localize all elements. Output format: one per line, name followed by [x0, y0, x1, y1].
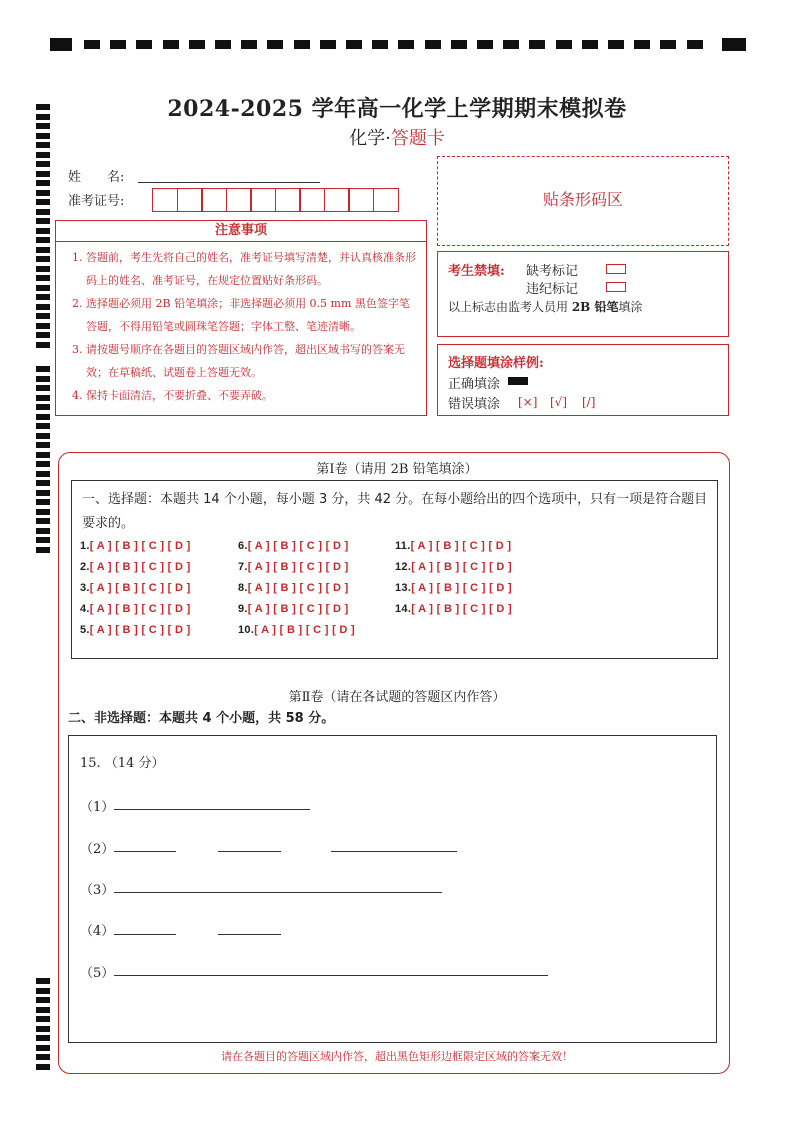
absent-mark-box[interactable]: [606, 264, 626, 274]
sample-title: 选择题填涂样例:: [448, 356, 544, 371]
mcq-options[interactable]: [ A ] [ B ] [ C ] [ D ]: [411, 561, 512, 573]
timing-mark: [36, 332, 50, 338]
timing-mark: [608, 40, 624, 49]
timing-mark: [36, 414, 50, 420]
timing-mark: [36, 304, 50, 310]
id-digit-box[interactable]: [299, 188, 325, 212]
timing-mark: [36, 537, 50, 543]
timing-mark: [36, 323, 50, 329]
timing-mark: [36, 342, 50, 348]
timing-mark: [36, 161, 50, 167]
timing-mark: [36, 152, 50, 158]
timing-mark: [36, 190, 50, 196]
mcq-number: 9.: [238, 603, 248, 615]
timing-mark: [36, 385, 50, 391]
q15-sub5-label: （5）: [80, 966, 115, 981]
timing-mark: [36, 997, 50, 1003]
q15-sub1-label: （1）: [80, 800, 115, 815]
id-digit-box[interactable]: [226, 188, 252, 212]
q15-sub4-blank-1[interactable]: [114, 934, 176, 935]
name-field[interactable]: [138, 182, 320, 183]
violation-mark-box[interactable]: [606, 282, 626, 292]
mcq-number: 6.: [238, 540, 248, 552]
mcq-question-6[interactable]: [238, 540, 349, 552]
absent-label: 缺考标记: [526, 264, 579, 279]
timing-mark: [36, 442, 50, 448]
mcq-options[interactable]: [ A ] [ B ] [ C ] [ D ]: [89, 561, 191, 573]
mcq-number: 3.: [80, 582, 90, 594]
part2-title: 第Ⅱ卷（请在各试题的答题区内作答）: [288, 690, 506, 705]
id-digit-box[interactable]: [201, 188, 227, 212]
mcq-question-8[interactable]: [238, 582, 349, 594]
timing-mark: [163, 40, 179, 49]
q15-sub3-blank[interactable]: [114, 892, 442, 893]
sample-wrong-label: 错误填涂: [448, 397, 501, 412]
mcq-question-3[interactable]: [80, 582, 191, 594]
mcq-options[interactable]: [ A ] [ B ] [ C ] [ D ]: [89, 582, 191, 594]
id-digit-box[interactable]: [152, 188, 178, 212]
timing-mark: [451, 40, 467, 49]
forbidden-note-prefix: 以上标志由监考人员用: [448, 300, 572, 314]
mcq-options[interactable]: [ A ] [ B ] [ C ] [ D ]: [247, 540, 349, 552]
timing-mark: [503, 40, 519, 49]
notice-item-1: 1. 答题前，考生先将自己的姓名，准考证号填写清楚，并认真核准条形码上的姓名、准考证号，在规定位置贴好条形码。: [72, 251, 416, 287]
timing-mark: [36, 1026, 50, 1032]
timing-mark: [634, 40, 650, 49]
q15-sub1-blank[interactable]: [114, 809, 310, 810]
timing-mark: [36, 509, 50, 515]
timing-mark: [36, 1035, 50, 1041]
notice-item-4: 4. 保持卡面清洁，不要折叠、不要弄破。: [72, 389, 273, 402]
forbidden-note-suffix: 填涂: [618, 300, 643, 314]
q15-sub4-blank-2[interactable]: [218, 934, 281, 935]
timing-mark: [84, 40, 100, 49]
timing-mark: [36, 171, 50, 177]
notice-item-3: 3. 请按题号顺序在各题目的答题区域内作答，超出区域书写的答案无效；在草稿纸、试题卷上答题无效。: [72, 343, 405, 379]
timing-mark: [36, 266, 50, 272]
id-digit-box[interactable]: [348, 188, 374, 212]
mcq-question-10[interactable]: [238, 624, 355, 636]
top-timing-marks: [50, 38, 746, 50]
timing-mark: [50, 38, 72, 51]
mcq-number: 14.: [395, 603, 412, 615]
timing-mark: [36, 423, 50, 429]
timing-mark: [36, 294, 50, 300]
q15-sub2-blank-1[interactable]: [114, 851, 176, 852]
timing-mark: [36, 285, 50, 291]
mcq-options[interactable]: [ A ] [ B ] [ C ] [ D ]: [254, 624, 355, 636]
timing-mark: [36, 237, 50, 243]
part2-instruction: 二、非选择题：本题共 4 个小题，共 58 分。: [68, 711, 335, 726]
timing-mark: [136, 40, 152, 49]
timing-mark: [477, 40, 493, 49]
part1-instruction: 一、选择题：本题共 14 个小题，每小题 3 分，共 42 分。在每小题给出的四个选项中，只有一项是符合题目要求的。: [82, 492, 708, 531]
forbidden-note: [448, 298, 643, 315]
mcq-number: 5.: [80, 624, 90, 636]
name-label: 姓 名:: [68, 170, 125, 185]
forbidden-title: 考生禁填:: [448, 264, 505, 279]
mcq-question-14[interactable]: [395, 603, 512, 615]
q15-sub4-label: （4）: [80, 924, 115, 939]
mcq-number: 2.: [80, 561, 90, 573]
mcq-options[interactable]: [ A ] [ B ] [ C ] [ D ]: [411, 582, 512, 594]
timing-mark: [36, 528, 50, 534]
timing-mark: [36, 1064, 50, 1070]
violation-label: 违纪标记: [526, 282, 579, 297]
mcq-question-4[interactable]: [80, 603, 191, 615]
timing-mark: [660, 40, 676, 49]
wrong-mark-3: [/]: [582, 395, 596, 409]
mcq-number: 1.: [80, 540, 90, 552]
mcq-question-12[interactable]: [395, 561, 512, 573]
timing-mark: [110, 40, 126, 49]
subtitle-answer-card: 答题卡: [390, 128, 445, 149]
timing-mark: [36, 366, 50, 372]
wrong-mark-2: [√]: [550, 395, 568, 409]
mcq-options[interactable]: [ A ] [ B ] [ C ] [ D ]: [411, 603, 512, 615]
mcq-options[interactable]: [ A ] [ B ] [ C ] [ D ]: [247, 561, 349, 573]
timing-mark: [36, 1016, 50, 1022]
mcq-number: 8.: [238, 582, 248, 594]
timing-mark: [36, 256, 50, 262]
mcq-number: 7.: [238, 561, 248, 573]
correct-fill-sample: [508, 377, 528, 385]
page-subtitle: [0, 124, 794, 150]
timing-mark: [36, 218, 50, 224]
timing-mark: [36, 395, 50, 401]
timing-mark: [36, 433, 50, 439]
timing-mark: [36, 376, 50, 382]
mcq-question-7[interactable]: [238, 561, 349, 573]
timing-mark: [36, 1007, 50, 1013]
mcq-question-13[interactable]: [395, 582, 512, 594]
footer-warning: 请在各题目的答题区域内作答，超出黑色矩形边框限定区域的答案无效！: [221, 1050, 573, 1063]
timing-mark: [425, 40, 441, 49]
sample-correct-label: 正确填涂: [448, 377, 501, 392]
timing-mark: [36, 228, 50, 234]
mcq-options[interactable]: [ A ] [ B ] [ C ] [ D ]: [410, 540, 512, 552]
mcq-options[interactable]: [ A ] [ B ] [ C ] [ D ]: [89, 624, 191, 636]
timing-mark: [36, 199, 50, 205]
q15-box: [68, 735, 717, 1043]
timing-mark: [267, 40, 283, 49]
id-digit-box[interactable]: [275, 188, 301, 212]
page-title: 2024-2025 学年高一化学上学期期末模拟卷: [167, 96, 627, 122]
timing-mark: [529, 40, 545, 49]
timing-mark: [36, 480, 50, 486]
timing-mark: [36, 547, 50, 553]
mcq-number: 11.: [395, 540, 411, 552]
q15-sub5-blank[interactable]: [114, 975, 548, 976]
mcq-options[interactable]: [ A ] [ B ] [ C ] [ D ]: [247, 603, 349, 615]
id-label: 准考证号:: [68, 194, 125, 209]
notice-title-text: 注意事项: [214, 223, 267, 238]
timing-mark: [372, 40, 388, 49]
mcq-number: 12.: [395, 561, 412, 573]
timing-mark: [36, 978, 50, 984]
notice-title: [55, 220, 427, 242]
timing-mark: [36, 275, 50, 281]
timing-mark: [722, 38, 746, 51]
id-digit-box[interactable]: [250, 188, 276, 212]
q15-sub2-blank-3[interactable]: [331, 851, 457, 852]
timing-mark: [215, 40, 231, 49]
timing-mark: [36, 452, 50, 458]
id-number-grid[interactable]: [152, 188, 397, 214]
timing-mark: [582, 40, 598, 49]
mcq-question-11[interactable]: [395, 540, 511, 552]
timing-mark: [320, 40, 336, 49]
mcq-number: 4.: [80, 603, 90, 615]
timing-mark: [189, 40, 205, 49]
mcq-number: 13.: [395, 582, 412, 594]
timing-mark: [36, 180, 50, 186]
timing-mark: [36, 499, 50, 505]
timing-mark: [346, 40, 362, 49]
barcode-area: [437, 156, 729, 246]
id-digit-box[interactable]: [177, 188, 203, 212]
timing-mark: [556, 40, 572, 49]
mcq-number: 10.: [238, 624, 255, 636]
id-digit-box[interactable]: [373, 188, 399, 212]
q15-title: 15. （14 分）: [80, 756, 165, 771]
q15-sub3-label: （3）: [80, 883, 115, 898]
timing-mark: [36, 988, 50, 994]
timing-mark: [36, 490, 50, 496]
notice-box: [55, 241, 427, 416]
mcq-question-2[interactable]: [80, 561, 191, 573]
notice-item-2: 2. 选择题必须用 2B 铅笔填涂；非选择题必须用 0.5 mm 黑色签字笔答题，不得用铅笔或圆珠笔答题；字体工整、笔迹清晰。: [72, 297, 410, 333]
sample-box: [437, 344, 729, 416]
timing-mark: [294, 40, 310, 49]
timing-mark: [36, 247, 50, 253]
timing-mark: [398, 40, 414, 49]
timing-mark: [687, 40, 703, 49]
mcq-options[interactable]: [ A ] [ B ] [ C ] [ D ]: [247, 582, 349, 594]
mcq-question-5[interactable]: [80, 624, 191, 636]
barcode-label: 贴条形码区: [542, 190, 623, 209]
mcq-question-1[interactable]: [80, 540, 191, 552]
timing-mark: [36, 313, 50, 319]
wrong-mark-1: [×]: [518, 395, 538, 409]
subtitle-prefix: 化学·: [349, 128, 391, 149]
mcq-question-9[interactable]: [238, 603, 349, 615]
mcq-options[interactable]: [ A ] [ B ] [ C ] [ D ]: [89, 603, 191, 615]
part1-title: 第Ⅰ卷（请用 2B 铅笔填涂）: [316, 462, 478, 477]
forbidden-note-bold: 2B 铅笔: [571, 300, 619, 314]
timing-mark: [36, 209, 50, 215]
id-digit-box[interactable]: [324, 188, 350, 212]
q15-sub2-blank-2[interactable]: [218, 851, 281, 852]
timing-mark: [36, 404, 50, 410]
q15-sub2-label: （2）: [80, 842, 115, 857]
timing-mark: [241, 40, 257, 49]
timing-mark: [36, 518, 50, 524]
mcq-options[interactable]: [ A ] [ B ] [ C ] [ D ]: [89, 540, 191, 552]
forbidden-box: [437, 251, 729, 337]
